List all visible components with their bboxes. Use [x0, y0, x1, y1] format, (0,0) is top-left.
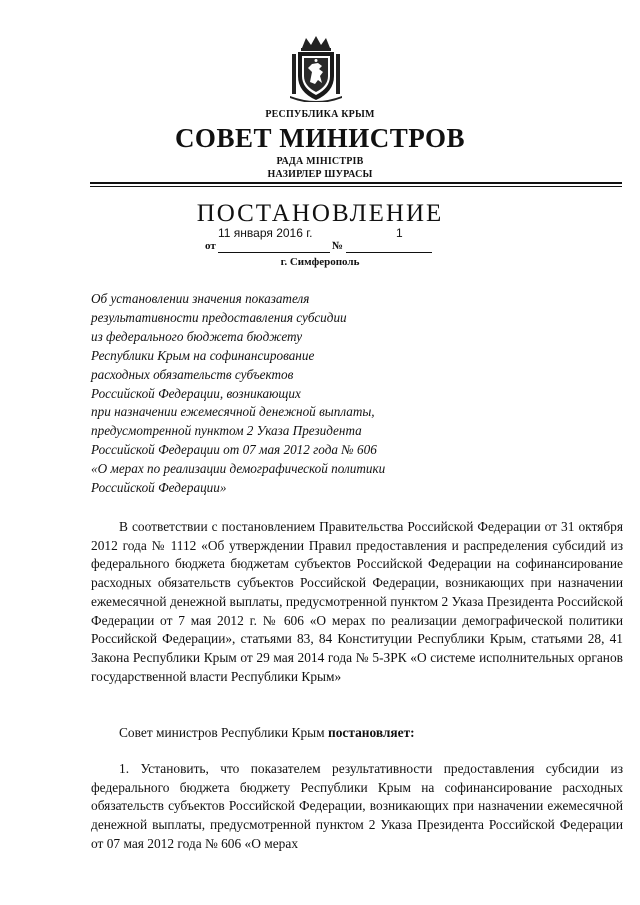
subject-line: «О мерах по реализации демографической политики	[91, 461, 386, 477]
preamble-paragraph	[91, 518, 623, 686]
subject-line: Российской Федерации от 07 мая 2012 года № 606	[91, 442, 377, 458]
subject-line: из федерального бюджета бюджету	[91, 328, 303, 344]
decree-verb: постановляет:	[327, 725, 415, 740]
subject-line: Российской Федерации»	[91, 480, 227, 496]
subject-line: Российской Федерации, возникающих	[91, 385, 301, 401]
document-number: 1	[396, 226, 403, 240]
date-underline	[218, 252, 330, 253]
subject-line: при назначении ежемесячной денежной выплаты,	[91, 404, 375, 420]
date-label: от	[205, 240, 216, 252]
decree-intro: Совет министров Республики Крым	[119, 725, 328, 740]
council-name-tatar: НАЗИРЛЕР ШУРАСЫ	[267, 169, 373, 180]
subject-line: Республики Крым на софинансирование	[91, 347, 315, 363]
subject-line: Об установлении значения показателя	[91, 291, 310, 306]
preamble-text: В соответствии с постановлением Правительства Российской Федерации от 31 октября 2012 года № 1112 «Об утверждении Правил предоставления и распределения субсидий из федерального бюджета бюджетам субъектов Российской Федерации на софинансирование расходных обязательств субъектов Российской Федерации, возникающих при назначении ежемесячной денежной выплаты, предусмотренной пунктом 2 Указа Президента Российской Федерации от 7 мая 2012 г. № 606 «О мерах по реализации демографической политики Российской Федерации», статьями 83, 84 Конституции Республики Крым, статьями 28, 41 Закона Республики Крым от 29 мая 2014 года № 5-ЗРК «О системе исполнительных органов государственной власти Республики Крым»	[91, 519, 623, 684]
crimea-coat-of-arms-icon	[288, 36, 344, 102]
city-name: г. Симферополь	[280, 256, 360, 268]
subject-line: предусмотренной пунктом 2 Указа Президента	[91, 423, 362, 439]
document-date: 11 января 2016 г.	[218, 226, 313, 240]
header-divider-thin	[90, 186, 622, 187]
header-divider-thick	[90, 182, 622, 184]
number-underline	[346, 252, 432, 253]
subject-line: расходных обязательств субъектов	[91, 366, 294, 382]
item-1-paragraph	[91, 760, 623, 854]
subject-line: результативности предоставления субсидии	[91, 309, 347, 325]
document-type: ПОСТАНОВЛЕНИЕ	[196, 200, 444, 227]
document-subject	[91, 290, 451, 498]
republic-name: РЕСПУБЛИКА КРЫМ	[265, 109, 375, 120]
number-label: №	[332, 240, 344, 252]
item-1-text: 1. Установить, что показателем результативности предоставления субсидии из федерального бюджета бюджету Республики Крым на софинансирование расходных обязательств субъектов Российской Федерации, возникающих при назначении ежемесячной денежной выплаты, предусмотренной пунктом 2 Указа Президента Российской Федерации от 07 мая 2012 года № 606 «О мерах	[91, 761, 623, 851]
decree-paragraph	[91, 724, 623, 743]
council-name-ukrainian: РАДА МІНІСТРІВ	[276, 156, 364, 167]
council-name: СОВЕТ МИНИСТРОВ	[174, 123, 466, 153]
